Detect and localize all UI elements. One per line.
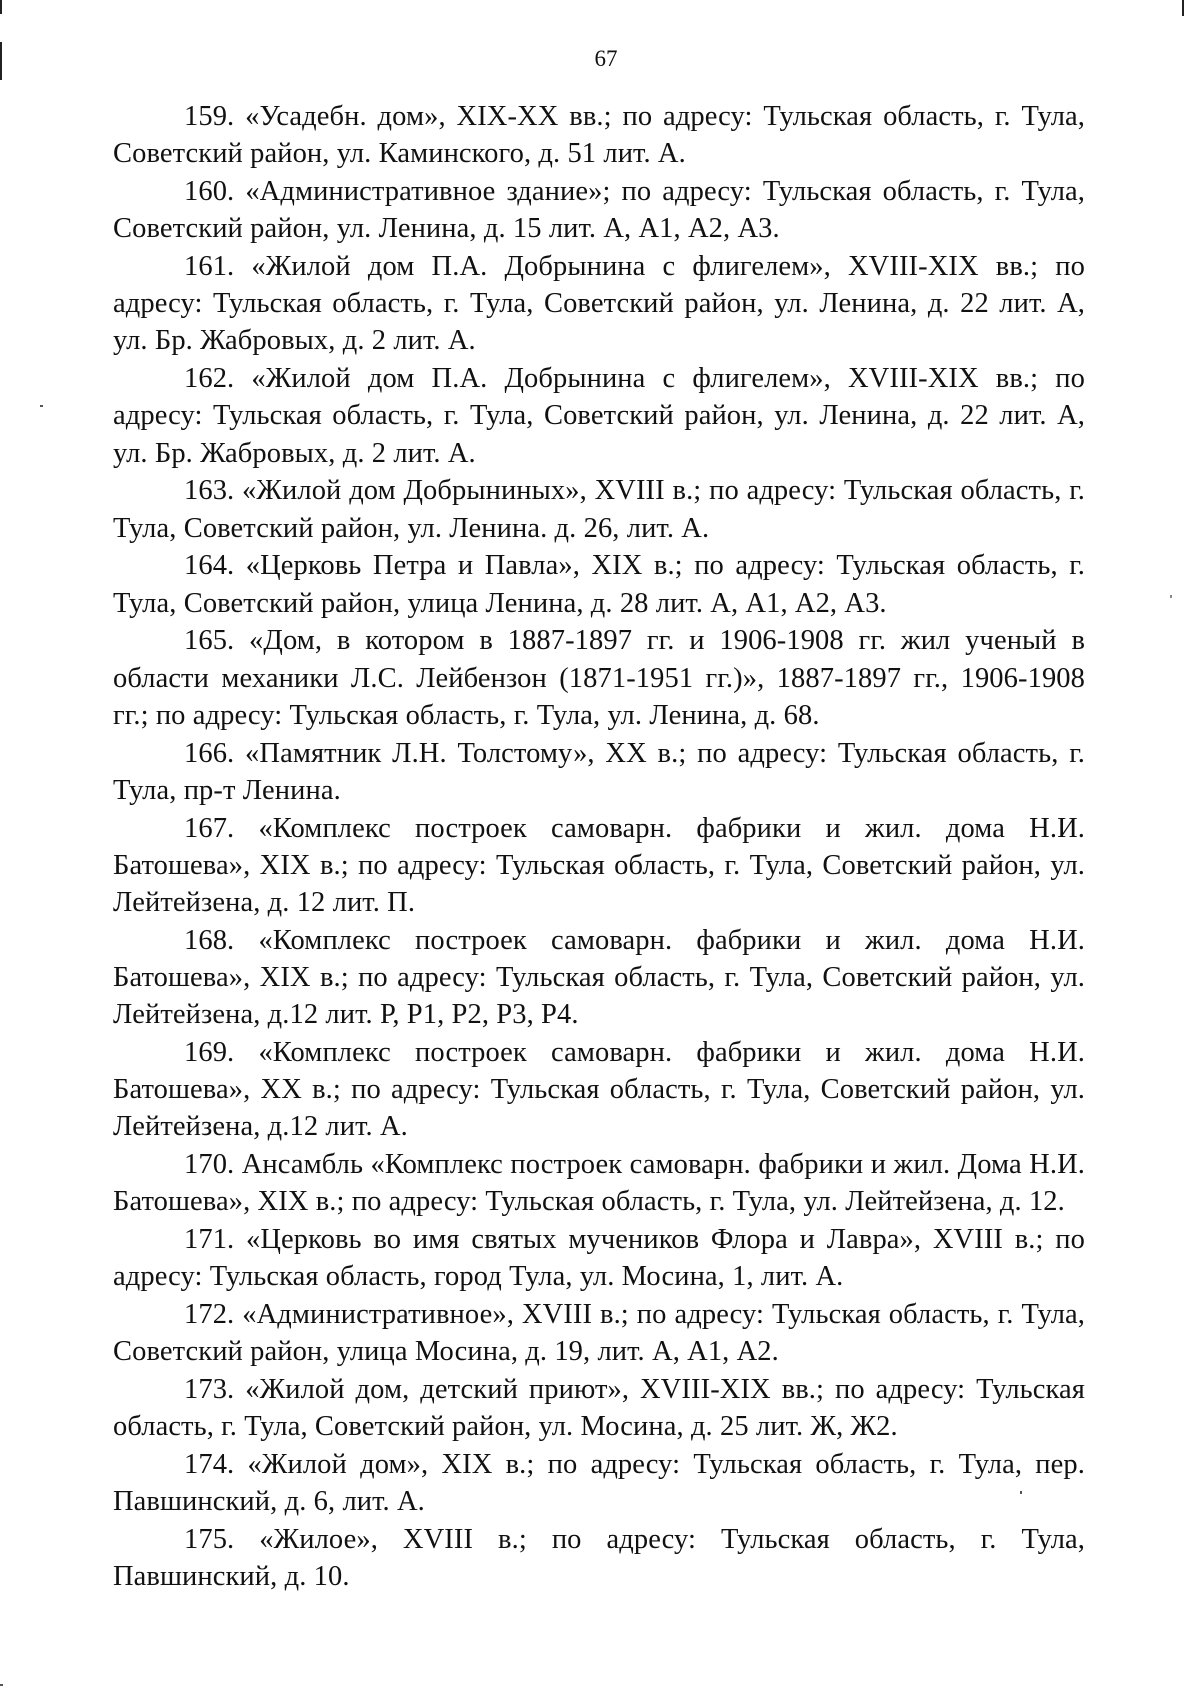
scan-artifact <box>0 0 2 14</box>
scan-artifact <box>1182 0 1184 16</box>
scan-artifact <box>40 405 43 407</box>
list-item: 170. Ансамбль «Комплекс построек самоварн. фабрики и жил. Дома Н.И. Батошева», XIX в.; по адресу: Тульская область, г. Тула, ул. Лейтейзена, д. 12. <box>113 1149 1085 1218</box>
list-item: 160. «Административное здание»; по адресу: Тульская область, г. Тула, Советский район, ул. Ленина, д. 15 лит. А, А1, А2, А3. <box>113 176 1085 245</box>
list-item: 163. «Жилой дом Добрыниных», XVIII в.; по адресу: Тульская область, г. Тула, Советский район, ул. Ленина. д. 26, лит. А. <box>113 475 1085 544</box>
list-item: 168. «Комплекс построек самоварн. фабрики и жил. дома Н.И. Батошева», XIX в.; по адресу: Тульская область, г. Тула, Советский район, ул. Лейтейзена, д.12 лит. Р, Р1, Р2, Р3, Р4. <box>113 924 1085 1031</box>
list-item: 174. «Жилой дом», XIX в.; по адресу: Тульская область, г. Тула, пер. Павшинский, д. 6, лит. А. <box>113 1449 1085 1518</box>
list-item: 162. «Жилой дом П.А. Добрынина с флигелем», XVIII-XIX вв.; по адресу: Тульская область, г. Тула, Советский район, ул. Ленина, д. 22 лит. А, ул. Бр. Жабровых, д. 2 лит. А. <box>113 363 1085 469</box>
list-item: 167. «Комплекс построек самоварн. фабрики и жил. дома Н.И. Батошева», XIX в.; по адресу: Тульская область, г. Тула, Советский район, ул. Лейтейзена, д. 12 лит. П. <box>113 812 1085 919</box>
page-number: 67 <box>594 46 618 71</box>
list-item: 165. «Дом, в котором в 1887-1897 гг. и 1906-1908 гг. жил ученый в области механики Л.С. Лейбензон (1871-1951 гг.)», 1887-1897 гг., 1906-1908 гг.; по адресу: Тульская область, г. Тула, ул. Ленина, д. 68. <box>113 625 1085 731</box>
list-item: 169. «Комплекс построек самоварн. фабрики и жил. дома Н.И. Батошева», XX в.; по адресу: Тульская область, г. Тула, Советский район, ул. Лейтейзена, д.12 лит. А. <box>113 1037 1085 1143</box>
list-item: 164. «Церковь Петра и Павла», XIX в.; по адресу: Тульская область, г. Тула, Советский район, улица Ленина, д. 28 лит. А, А1, А2, А3. <box>113 550 1085 619</box>
scan-artifact <box>0 42 2 80</box>
list-item: 161. «Жилой дом П.А. Добрынина с флигелем», XVIII-XIX вв.; по адресу: Тульская область, г. Тула, Советский район, ул. Ленина, д. 22 лит. А, ул. Бр. Жабровых, д. 2 лит. А. <box>113 251 1085 357</box>
list-item: 159. «Усадебн. дом», XIX-XX вв.; по адресу: Тульская область, г. Тула, Советский район, ул. Каминского, д. 51 лит. А. <box>113 101 1085 170</box>
list-item: 175. «Жилое», XVIII в.; по адресу: Тульская область, г. Тула, Павшинский, д. 10. <box>113 1524 1085 1593</box>
entry-list <box>113 98 1085 1596</box>
scan-artifact <box>1170 595 1172 598</box>
list-item: 171. «Церковь во имя святых мучеников Флора и Лавра», XVIII в.; по адресу: Тульская область, город Тула, ул. Мосина, 1, лит. А. <box>113 1224 1085 1293</box>
scan-artifact <box>0 1684 3 1686</box>
list-item: 173. «Жилой дом, детский приют», XVIII-XIX вв.; по адресу: Тульская область, г. Тула, Советский район, ул. Мосина, д. 25 лит. Ж, Ж2. <box>113 1374 1085 1443</box>
list-item: 172. «Административное», XVIII в.; по адресу: Тульская область, г. Тула, Советский район, улица Мосина, д. 19, лит. А, А1, А2. <box>113 1299 1085 1368</box>
list-item: 166. «Памятник Л.Н. Толстому», XX в.; по адресу: Тульская область, г. Тула, пр-т Ленина. <box>113 737 1085 806</box>
